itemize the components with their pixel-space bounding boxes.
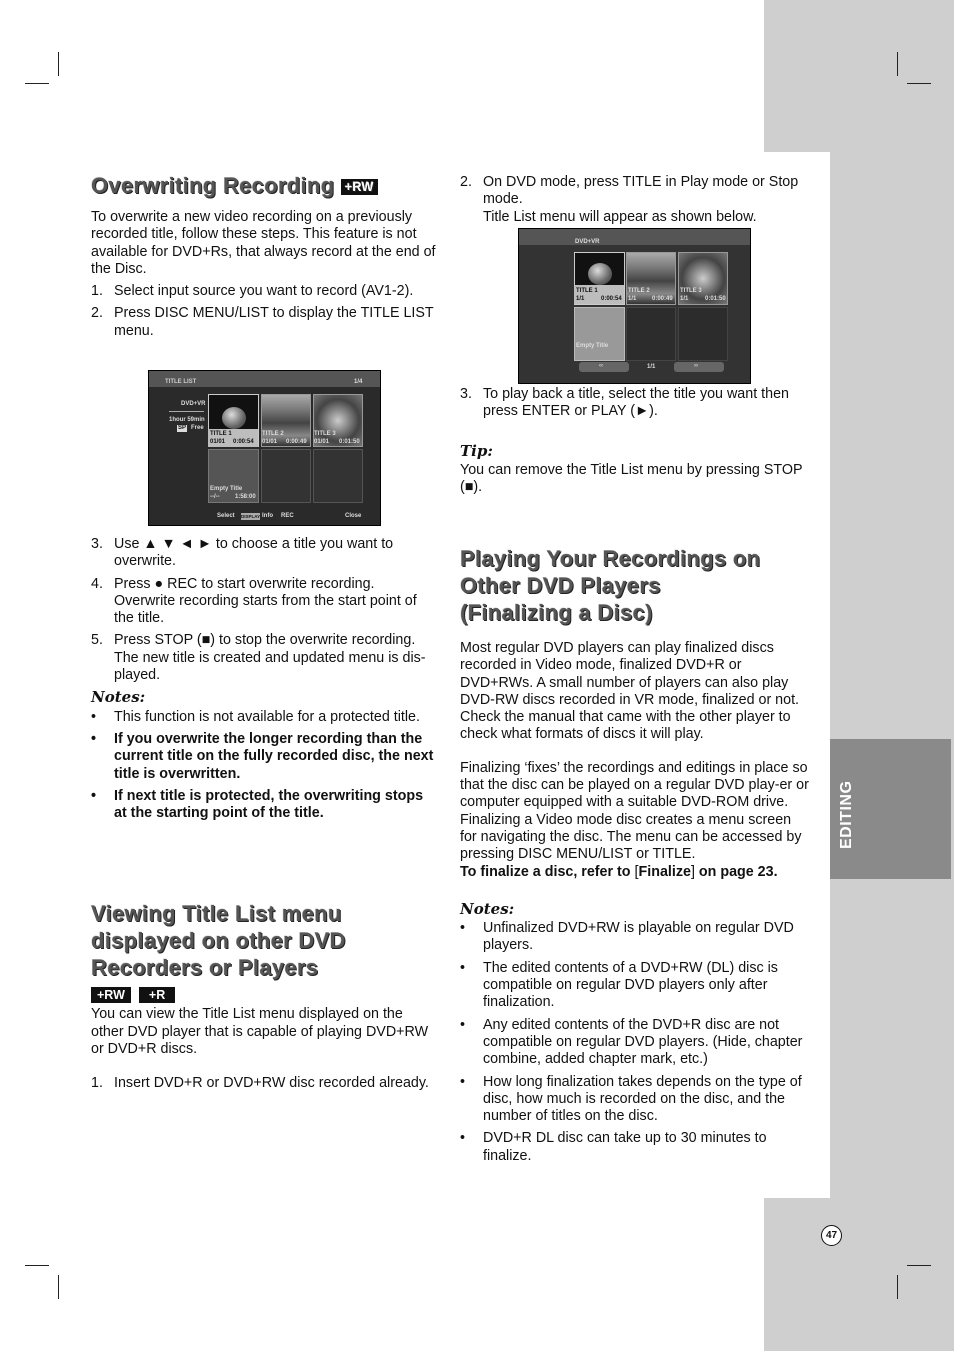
- blank-slot: [313, 449, 363, 503]
- footer-rec: REC: [281, 513, 294, 519]
- step-text: Press STOP (■) to stop the overwrite recording. The new title is created and updated menu is dis-played.: [114, 632, 426, 684]
- tip-heading: Tip:: [460, 441, 493, 460]
- crop-mark: [25, 1265, 49, 1266]
- title-date-3: 01/01: [314, 439, 330, 445]
- note-item: • Unfinalized DVD+RW is playable on regular DVD players.: [460, 920, 794, 954]
- steps-list: [91, 1075, 436, 1092]
- section-heading: [91, 172, 436, 199]
- right-steps-top: [460, 174, 810, 231]
- title-date-2: 01/01: [262, 439, 278, 445]
- ref-bracket: [: [634, 863, 639, 880]
- step-text: To play back a title, select the title you want then press ENTER or PLAY (►).: [483, 386, 789, 420]
- screen-header: TITLE LIST: [165, 379, 197, 385]
- heading-text: Overwriting Recording: [91, 173, 335, 198]
- section-heading: [91, 900, 436, 981]
- title-name-1: TITLE 1: [210, 431, 232, 437]
- title-list-screen-player: [518, 228, 751, 384]
- step-number: 1.: [91, 1075, 103, 1092]
- thumb-image-ball: [588, 263, 612, 285]
- title-list-screen: [148, 370, 381, 526]
- step-item: [91, 305, 436, 340]
- screen-free: Free: [191, 425, 204, 431]
- step-item: [460, 174, 810, 226]
- note-text: If you overwrite the longer recording than the current title on the fully recorded disc, the next title is overwritten.: [114, 730, 434, 782]
- disc-badge: +RW: [91, 987, 131, 1003]
- prev-page-button[interactable]: [579, 362, 629, 372]
- finalize-reference: [460, 864, 810, 881]
- title-date-1: 01/01: [210, 439, 226, 445]
- steps-list: [91, 283, 436, 340]
- note-text: How long finalization takes depends on the type of disc, how much is recorded on the disc, and the number of titles on the disc.: [483, 1073, 802, 1125]
- note-item: • If next title is protected, the overwriting stops at the starting point of the title.: [91, 787, 424, 822]
- empty-title-thumb[interactable]: [574, 307, 625, 361]
- crop-mark: [25, 83, 49, 84]
- crop-mark: [58, 1275, 59, 1299]
- steps-list: [460, 386, 810, 421]
- note-item: • How long finalization takes depends on the type of disc, how much is recorded on the disc, and the number of titles on the disc.: [460, 1073, 802, 1125]
- note-text: Any edited contents of the DVD+R disc are not compatible on regular DVD players. (Hide, chapter combine, added chapter mark, etc.): [483, 1016, 803, 1068]
- empty-title-name: Empty Title: [210, 486, 243, 492]
- crop-mark: [907, 1265, 931, 1266]
- right-steps-bottom: [460, 386, 810, 496]
- disc-badge: +R: [139, 987, 175, 1003]
- screen-mode: DVD+VR: [181, 401, 206, 407]
- title-time-1: 0:00:54: [601, 296, 622, 302]
- crop-mark: [897, 1275, 898, 1299]
- heading-line: Other DVD Players: [460, 573, 661, 598]
- ref-link[interactable]: Finalize: [638, 863, 691, 880]
- step-item: [91, 576, 436, 628]
- next-arrows: ››: [694, 363, 698, 369]
- step-item: [91, 632, 436, 684]
- blank-slot: [678, 307, 728, 361]
- divider-line: [169, 411, 204, 412]
- empty-title-name: Empty Title: [576, 343, 609, 349]
- note-text: Unfinalized DVD+RW is playable on regular DVD players.: [483, 920, 794, 954]
- section-heading: [460, 545, 810, 626]
- intro-paragraph: You can view the Title List menu displayed on the other DVD player that is capable of playing DVD+RW or DVD+R discs.: [91, 1006, 429, 1057]
- notes-heading: Notes:: [91, 688, 146, 707]
- note-item: • If you overwrite the longer recording than the current title on the fully recorded disc, the next title is overwritten.: [91, 730, 434, 782]
- title-time-1: 0:00:54: [233, 439, 254, 445]
- screen-page: 1/1: [647, 364, 656, 370]
- step-text: Use ▲ ▼ ◄ ► to choose a title you want to overwrite.: [114, 536, 394, 570]
- footer-info: Info: [262, 513, 273, 519]
- title-date-3: 1/1: [680, 296, 689, 302]
- step-number: 1.: [91, 283, 103, 300]
- heading-line: displayed on other DVD: [91, 928, 346, 953]
- title-time-3: 0:01:50: [705, 296, 726, 302]
- note-text: This function is not available for a protected title.: [114, 708, 420, 725]
- section-tab-label: EDITING: [838, 780, 855, 850]
- viewing-section: [91, 900, 436, 1097]
- paragraph: Finalizing a Video mode disc creates a menu screen for navigating the disc. The menu can be accessed by pressing DISC MENU/LIST or TITLE.: [460, 811, 802, 863]
- badge-row: [91, 987, 436, 1004]
- heading-line: (Finalizing a Disc): [460, 600, 653, 625]
- screen-page: 1/4: [354, 379, 363, 385]
- step-number: 2.: [460, 174, 472, 190]
- note-text: If next title is protected, the overwriting stops at the starting point of the title.: [114, 787, 424, 822]
- screen-remain: 1hour 59min: [169, 417, 205, 423]
- blank-slot: [261, 449, 311, 503]
- step-item: [460, 386, 810, 421]
- step-number: 2.: [91, 305, 103, 322]
- notes-list: [91, 709, 436, 823]
- title-date-1: 1/1: [576, 296, 585, 302]
- step-text: Select input source you want to record (AV1-2).: [114, 283, 414, 300]
- heading-line: Recorders or Players: [91, 955, 319, 980]
- footer-display: DISPLAY: [241, 514, 261, 519]
- title-time-2: 0:00:49: [286, 439, 307, 445]
- step-item: [91, 283, 436, 300]
- intro-paragraph: To overwrite a new video recording on a previously recorded title, follow these steps. This feature is not available for DVD+Rs, that always record at the end of the Disc.: [91, 209, 436, 277]
- step-number: 4.: [91, 575, 103, 592]
- overwriting-section: [91, 172, 436, 345]
- ref-text: on page 23.: [694, 863, 778, 880]
- empty-title-time: 1:58:00: [235, 494, 256, 500]
- screen-header-bar: [519, 229, 750, 245]
- note-item: • DVD+R DL disc can take up to 30 minutes to finalize.: [460, 1130, 767, 1164]
- steps-list: [460, 174, 810, 226]
- page-number: 47: [821, 1225, 842, 1246]
- title-time-3: 0:01:50: [339, 439, 360, 445]
- heading-line: Playing Your Recordings on: [460, 546, 761, 571]
- step-text: Insert DVD+R or DVD+RW disc recorded already.: [114, 1075, 429, 1092]
- footer-close: Close: [345, 513, 362, 519]
- step-item: [91, 536, 436, 571]
- note-text: DVD+R DL disc can take up to 30 minutes to finalize.: [483, 1130, 767, 1164]
- title-name-3: TITLE 3: [314, 431, 336, 437]
- screen-quality: SP: [178, 425, 187, 431]
- step-number: 3.: [91, 536, 103, 552]
- step-text: Title List menu will appear as shown below.: [483, 208, 757, 225]
- title-name-2: TITLE 2: [628, 288, 650, 294]
- step-item: [91, 1075, 436, 1092]
- crop-mark: [907, 83, 931, 84]
- notes-heading: Notes:: [460, 899, 515, 918]
- note-item: • This function is not available for a protected title.: [91, 708, 420, 725]
- crop-mark: [58, 52, 59, 76]
- tip-text: You can remove the Title List menu by pressing STOP (■).: [460, 461, 803, 496]
- step-text: Press ● REC to start overwrite recording. Overwrite recording starts from the start point of the title.: [114, 575, 417, 627]
- step-number: 5.: [91, 632, 103, 649]
- empty-title-date: --/--: [210, 494, 220, 500]
- title-date-2: 1/1: [628, 296, 637, 302]
- paragraph: Finalizing ‘fixes’ the recordings and editings in place so that the disc can be played on a regular DVD play-er or computer equipped with a suitable DVD-ROM drive.: [460, 759, 809, 811]
- thumb-image-ball: [222, 407, 246, 429]
- prev-arrows: ‹‹: [599, 363, 603, 369]
- footer-select: Select: [217, 513, 235, 519]
- next-page-button[interactable]: [674, 362, 724, 372]
- disc-badge: +RW: [341, 179, 378, 195]
- heading-line: Viewing Title List menu: [91, 901, 342, 926]
- step-text: On DVD mode, press TITLE in Play mode or Stop mode.: [483, 174, 799, 208]
- note-text: The edited contents of a DVD+RW (DL) disc is compatible on regular DVD players only after finalization.: [483, 959, 778, 1011]
- title-time-2: 0:00:49: [652, 296, 673, 302]
- ref-text: To finalize a disc, refer to: [460, 863, 635, 880]
- step-text: Press DISC MENU/LIST to display the TITLE LIST menu.: [114, 305, 434, 339]
- notes-list: [460, 920, 810, 1165]
- overwriting-continued: [91, 536, 436, 827]
- note-item: • The edited contents of a DVD+RW (DL) disc is compatible on regular DVD players only after finalization.: [460, 959, 778, 1011]
- title-name-1: TITLE 1: [576, 288, 598, 294]
- steps-list: [91, 536, 436, 684]
- paragraph: Most regular DVD players can play finalized discs recorded in Video mode, finalized DVD+R or DVD+RWs. A small number of players can also play DVD-RW discs recorded in VR mode, finalized or not. Check the manual that came with the other player to check what formats of discs it will play.: [460, 640, 800, 743]
- screen-mode: DVD+VR: [575, 239, 600, 245]
- crop-mark: [897, 52, 898, 76]
- title-name-2: TITLE 2: [262, 431, 284, 437]
- playing-section: [460, 545, 810, 1170]
- ref-bracket: ]: [690, 863, 695, 880]
- blank-slot: [626, 307, 676, 361]
- title-name-3: TITLE 3: [680, 288, 702, 294]
- step-number: 3.: [460, 386, 472, 402]
- note-item: • Any edited contents of the DVD+R disc are not compatible on regular DVD players. (Hide, chapter combine, added chapter mark, etc.): [460, 1016, 803, 1068]
